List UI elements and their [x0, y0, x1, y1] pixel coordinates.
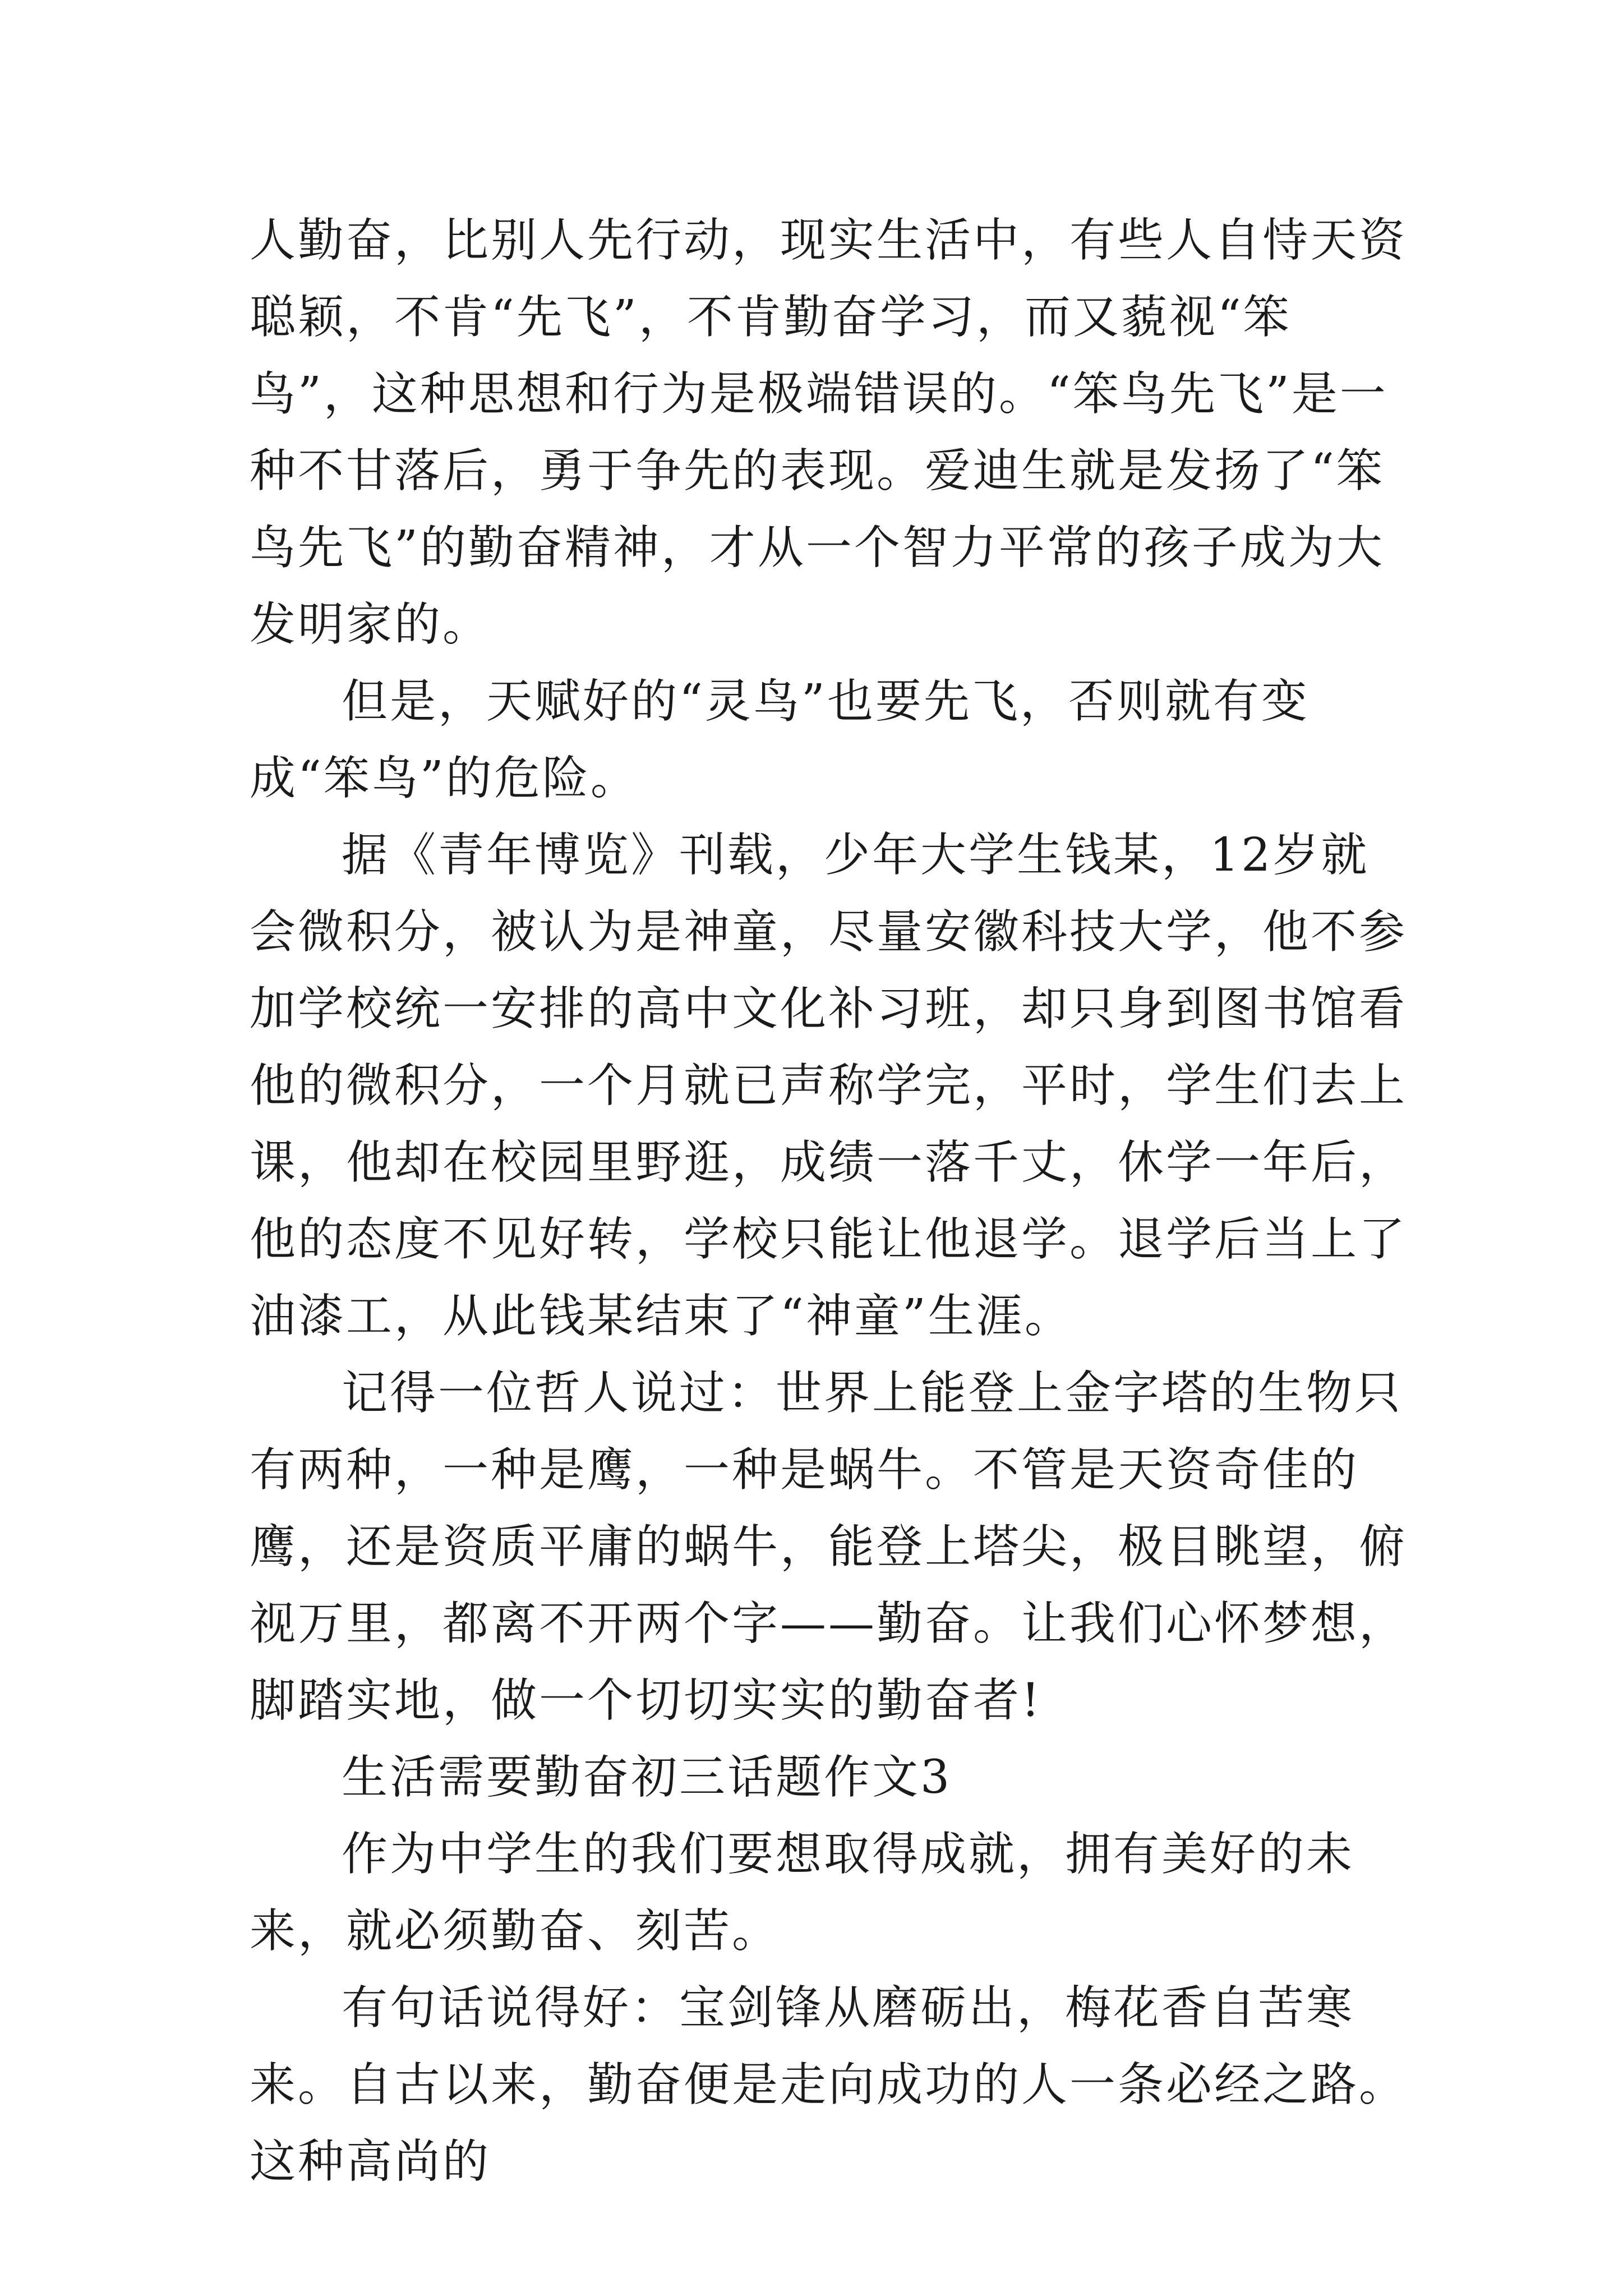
paragraph-3: 据《青年博览》刊载，少年大学生钱某，12岁就会微积分，被认为是神童，尽量安徽科技大学，他不参加学校统一安排的高中文化补习班，却只身到图书馆看他的微积分，一个月就已声称学完，平时，学生们去上课，他却在校园里野逛，成绩一落千丈，休学一年后，他的态度不见好转，学校只能让他退学。退学后当上了油漆工，从此钱某结束了“神童”生涯。 — [250, 829, 1408, 1343]
paragraph-5: 作为中学生的我们要想取得成就，拥有美好的未来，就必须勤奋、刻苦。 — [250, 1828, 1355, 1958]
section-heading: 生活需要勤奋初三话题作文3 — [342, 1751, 952, 1804]
paragraph-2: 但是，天赋好的“灵鸟”也要先飞，否则就有变成“笨鸟”的危险。 — [250, 675, 1310, 805]
paragraph-1: 人勤奋，比别人先行动，现实生活中，有些人自恃天资聪颖，不肯“先飞”，不肯勤奋学习，而又藐视“笨鸟”，这种思想和行为是极端错误的。“笨鸟先飞”是一种不甘落后，勇于争先的表现。爱迪生就是发扬了“笨鸟先飞”的勤奋精神，才从一个智力平常的孩子成为大发明家的。 — [250, 214, 1408, 651]
paragraph-4: 记得一位哲人说过：世界上能登上金字塔的生物只有两种，一种是鹰，一种是蜗牛。不管是天资奇佳的鹰，还是资质平庸的蜗牛，能登上塔尖，极目眺望，俯视万里，都离不开两个字——勤奋。让我们心怀梦想，脚踏实地，做一个切切实实的勤奋者! — [250, 1366, 1408, 1727]
document-body — [250, 202, 1410, 2200]
paragraph-6: 有句话说得好：宝剑锋从磨砺出，梅花香自苦寒来。自古以来，勤奋便是走向成功的人一条必经之路。这种高尚的 — [250, 1981, 1408, 2188]
